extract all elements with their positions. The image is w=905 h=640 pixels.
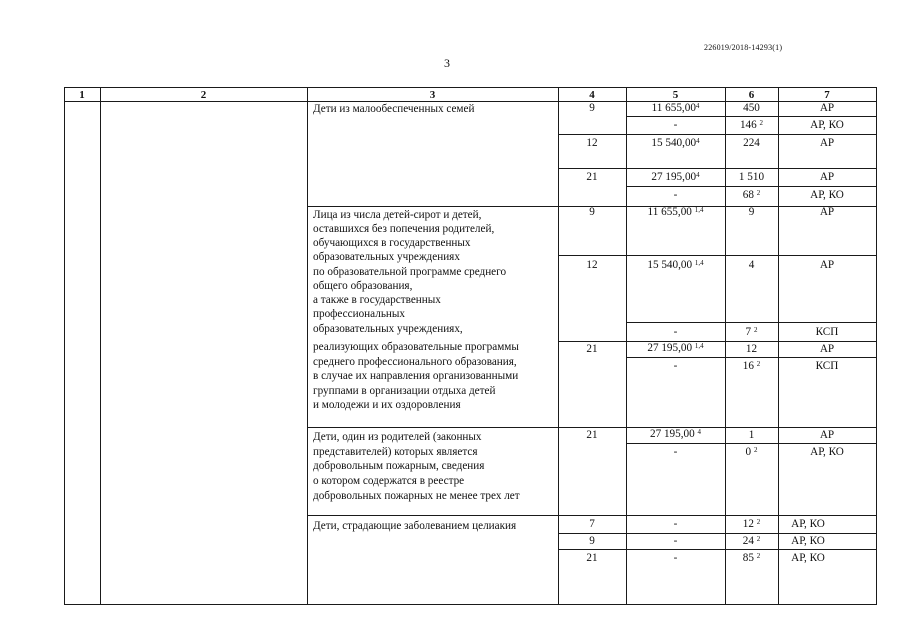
count-cell: 146 $^2$ [739, 119, 764, 131]
price-cell: 27 195,00$^4$ [651, 171, 700, 183]
category-line: в случае их направления организованными [313, 370, 519, 382]
count-cell: 1 510 [738, 171, 765, 183]
count-cell: 4 [748, 259, 755, 271]
source-cell: АР, КО [791, 518, 825, 530]
age-cell: 9 [589, 206, 595, 218]
category-line: представителей) которых является [313, 446, 478, 458]
count-cell: 68 $^2$ [742, 189, 761, 201]
count-cell: 9 [748, 206, 755, 218]
count-cell: 12 $^2$ [742, 518, 761, 530]
table-bottom-border [64, 604, 877, 605]
price-cell: - [673, 535, 678, 547]
page-number: 3 [444, 56, 450, 70]
source-cell: АР [819, 259, 835, 271]
source-cell: АР [819, 343, 835, 355]
row-separator [626, 116, 877, 117]
row-separator [558, 533, 877, 534]
price-cell: 27 195,00 $^{1,4}$ [647, 342, 704, 354]
category-line: профессиональных [313, 308, 406, 320]
header-col-7: 7 [824, 89, 830, 101]
count-cell: 7 $^2$ [745, 326, 758, 338]
category-line: группами в организации отдыха детей [313, 385, 496, 397]
age-cell: 12 [586, 137, 598, 149]
source-cell: АР [819, 102, 835, 114]
count-cell: 450 [743, 102, 760, 114]
source-cell: КСП [815, 360, 839, 372]
row-separator [626, 357, 877, 358]
header-col-3: 3 [429, 89, 436, 101]
category-line: Дети, один из родителей (законных [313, 431, 482, 443]
price-cell: - [673, 326, 678, 338]
source-cell: АР, КО [810, 446, 844, 458]
price-cell: - [673, 189, 678, 201]
price-cell: 11 655,00$^4$ [651, 102, 700, 114]
source-cell: АР [819, 137, 835, 149]
source-cell: АР, КО [791, 552, 825, 564]
count-cell: 1 [748, 429, 755, 441]
category-line: Лица из числа детей-сирот и детей, [313, 209, 482, 221]
age-cell: 21 [586, 171, 598, 183]
group-separator [307, 427, 877, 428]
price-cell: 11 655,00 $^{1,4}$ [647, 206, 704, 218]
category-line: обучающихся в государственных [313, 237, 471, 249]
table-top-border [64, 87, 877, 88]
row-separator [626, 322, 877, 323]
col-line-0 [64, 87, 65, 605]
col-line-7 [876, 87, 877, 605]
source-cell: АР, КО [791, 535, 825, 547]
count-cell: 85 $^2$ [742, 552, 761, 564]
group-separator [307, 515, 877, 516]
category-line: и молодежи и их оздоровления [313, 399, 461, 411]
price-cell: - [673, 119, 678, 131]
category-line: добровольным пожарным, сведения [313, 460, 485, 472]
count-cell: 0 $^2$ [745, 446, 758, 458]
age-cell: 21 [586, 552, 598, 564]
header-col-1: 1 [79, 89, 85, 101]
price-cell: 27 195,00 $^4$ [649, 428, 702, 440]
col-line-2 [307, 87, 308, 605]
row-separator [626, 443, 877, 444]
category-line: оставшихся без попечения родителей, [313, 223, 495, 235]
price-cell: - [673, 446, 678, 458]
col-line-1 [100, 87, 101, 605]
price-cell: 15 540,00$^4$ [651, 137, 700, 149]
category-line: образовательных учреждениях, [313, 323, 463, 335]
age-cell: 21 [586, 343, 598, 355]
source-cell: АР, КО [810, 119, 844, 131]
category-line: а также в государственных [313, 294, 441, 306]
count-cell: 12 [745, 343, 758, 355]
document-number: 226019/2018-14293(1) [704, 43, 783, 52]
row-separator [558, 549, 877, 550]
header-col-2: 2 [200, 89, 207, 101]
category-line: о котором содержатся в реестре [313, 475, 465, 487]
header-col-5: 5 [672, 89, 679, 101]
count-cell: 224 [743, 137, 760, 149]
source-cell: АР [819, 429, 835, 441]
age-cell: 9 [589, 102, 595, 114]
age-cell: 21 [586, 429, 598, 441]
source-cell: АР, КО [810, 189, 844, 201]
source-cell: КСП [815, 326, 839, 338]
category-line: по образовательной программе среднего [313, 266, 507, 278]
category-line: общего образования, [313, 280, 413, 292]
source-cell: АР [819, 206, 835, 218]
price-cell: - [673, 360, 678, 372]
category-line: образовательных учреждениях [313, 251, 460, 263]
row-separator [558, 255, 877, 256]
count-cell: 24 $^2$ [742, 535, 761, 547]
category-line: среднего профессионального образования, [313, 356, 517, 368]
source-cell: АР [819, 171, 835, 183]
age-cell: 9 [589, 535, 595, 547]
row-separator [626, 186, 877, 187]
count-cell: 16 $^2$ [742, 360, 761, 372]
price-cell: 15 540,00 $^{1,4}$ [647, 259, 704, 271]
row-separator [558, 168, 877, 169]
category-line: реализующих образовательные программы [313, 341, 519, 353]
price-cell: - [673, 518, 678, 530]
header-col-6: 6 [748, 89, 755, 101]
price-cell: - [673, 552, 678, 564]
category-celiac: Дети, страдающие заболеванием целиакия [313, 520, 517, 532]
age-cell: 7 [589, 518, 595, 530]
header-col-4: 4 [589, 89, 595, 101]
row-separator [558, 134, 877, 135]
category-line: добровольных пожарных не менее трех лет [313, 490, 520, 502]
age-cell: 12 [586, 259, 598, 271]
category-low-income: Дети из малообеспеченных семей [313, 103, 475, 115]
